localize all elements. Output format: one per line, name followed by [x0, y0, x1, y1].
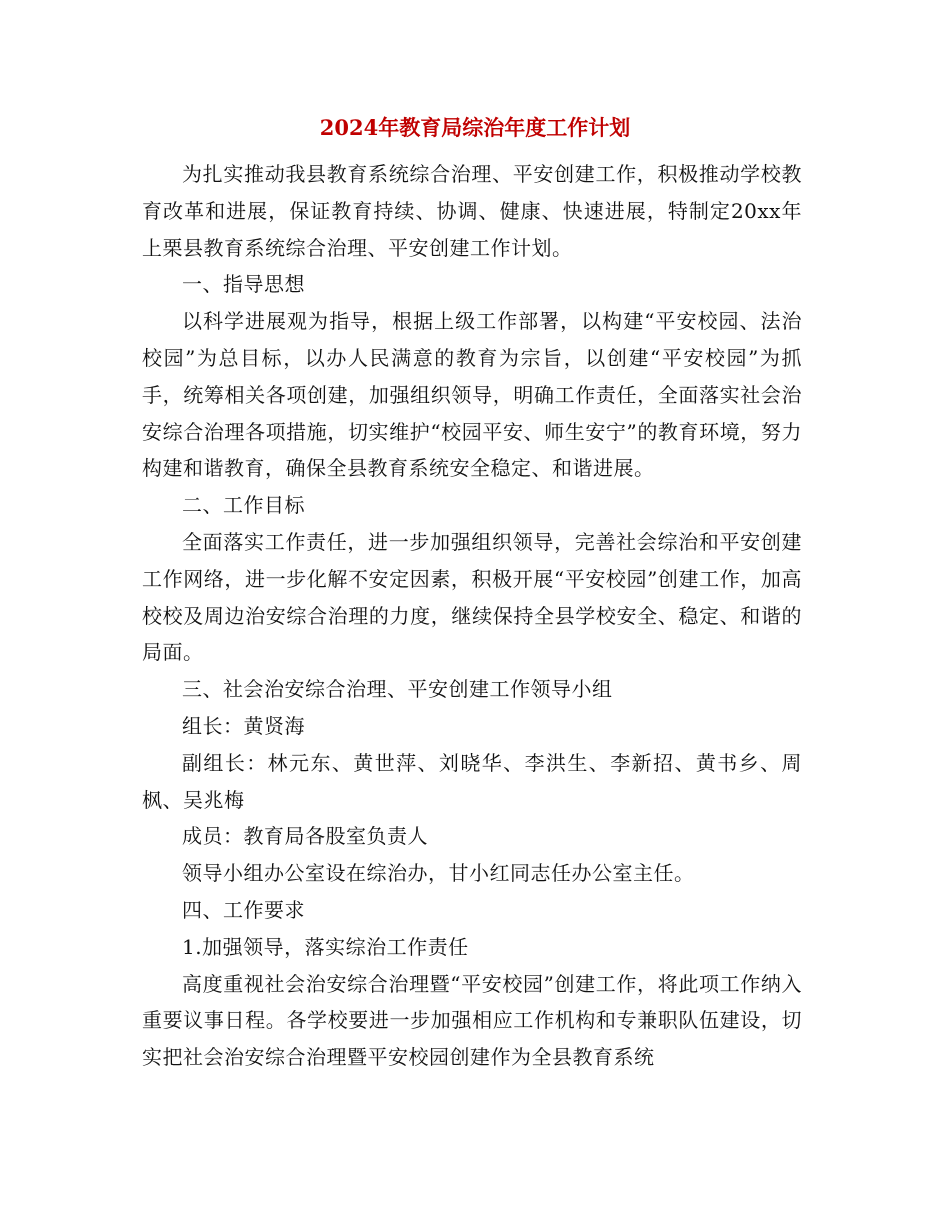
office-line: 领导小组办公室设在综治办，甘小红同志任办公室主任。 — [182, 861, 695, 886]
document-title: 2024年教育局综治年度工作计划 — [319, 115, 631, 140]
section-heading-work-goals: 二、工作目标 — [182, 493, 305, 518]
section-heading-leading-group: 三、社会治安综合治理、平安创建工作领导小组 — [182, 677, 613, 702]
document-body — [142, 156, 802, 1076]
section-heading-guiding-thought: 一、指导思想 — [182, 272, 305, 297]
members-line: 成员：教育局各股室负责人 — [182, 824, 428, 849]
section-heading-work-requirements: 四、工作要求 — [182, 897, 305, 922]
deputy-leaders-line: 副组长：林元东、黄世萍、刘晓华、李洪生、李新招、黄书乡、周枫、吴兆梅 — [142, 750, 802, 812]
work-goals-paragraph: 全面落实工作责任，进一步加强组织领导，完善社会综治和平安创建工作网络，进一步化解不安定因素，积极开展“平安校园”创建工作，加高校校及周边治安综合治理的力度，继续保持全县学校安全、稳定、和谐的局面。 — [142, 529, 802, 665]
guiding-thought-paragraph: 以科学进展观为指导，根据上级工作部署，以构建“平安校园、法治校园”为总目标，以办人民满意的教育为宗旨，以创建“平安校园”为抓手，统筹相关各项创建，加强组织领导，明确工作责任，全面落实社会治安综合治理各项措施，切实维护“校园平安、师生安宁”的教育环境，努力构建和谐教育，确保全县教育系统安全稳定、和谐进展。 — [142, 309, 802, 481]
group-leader-line: 组长：黄贤海 — [182, 713, 305, 738]
subheading-strengthen-leadership: 1.加强领导，落实综治工作责任 — [182, 934, 469, 959]
intro-paragraph: 为扎实推动我县教育系统综合治理、平安创建工作，积极推动学校教育改革和进展，保证教育持续、协调、健康、快速进展，特制定20xx年上栗县教育系统综合治理、平安创建工作计划。 — [142, 162, 802, 260]
requirements-paragraph: 高度重视社会治安综合治理暨“平安校园”创建工作，将此项工作纳入重要议事日程。各学校要进一步加强相应工作机构和专兼职队伍建设，切实把社会治安综合治理暨平安校园创建作为全县教育系统 — [142, 971, 802, 1070]
